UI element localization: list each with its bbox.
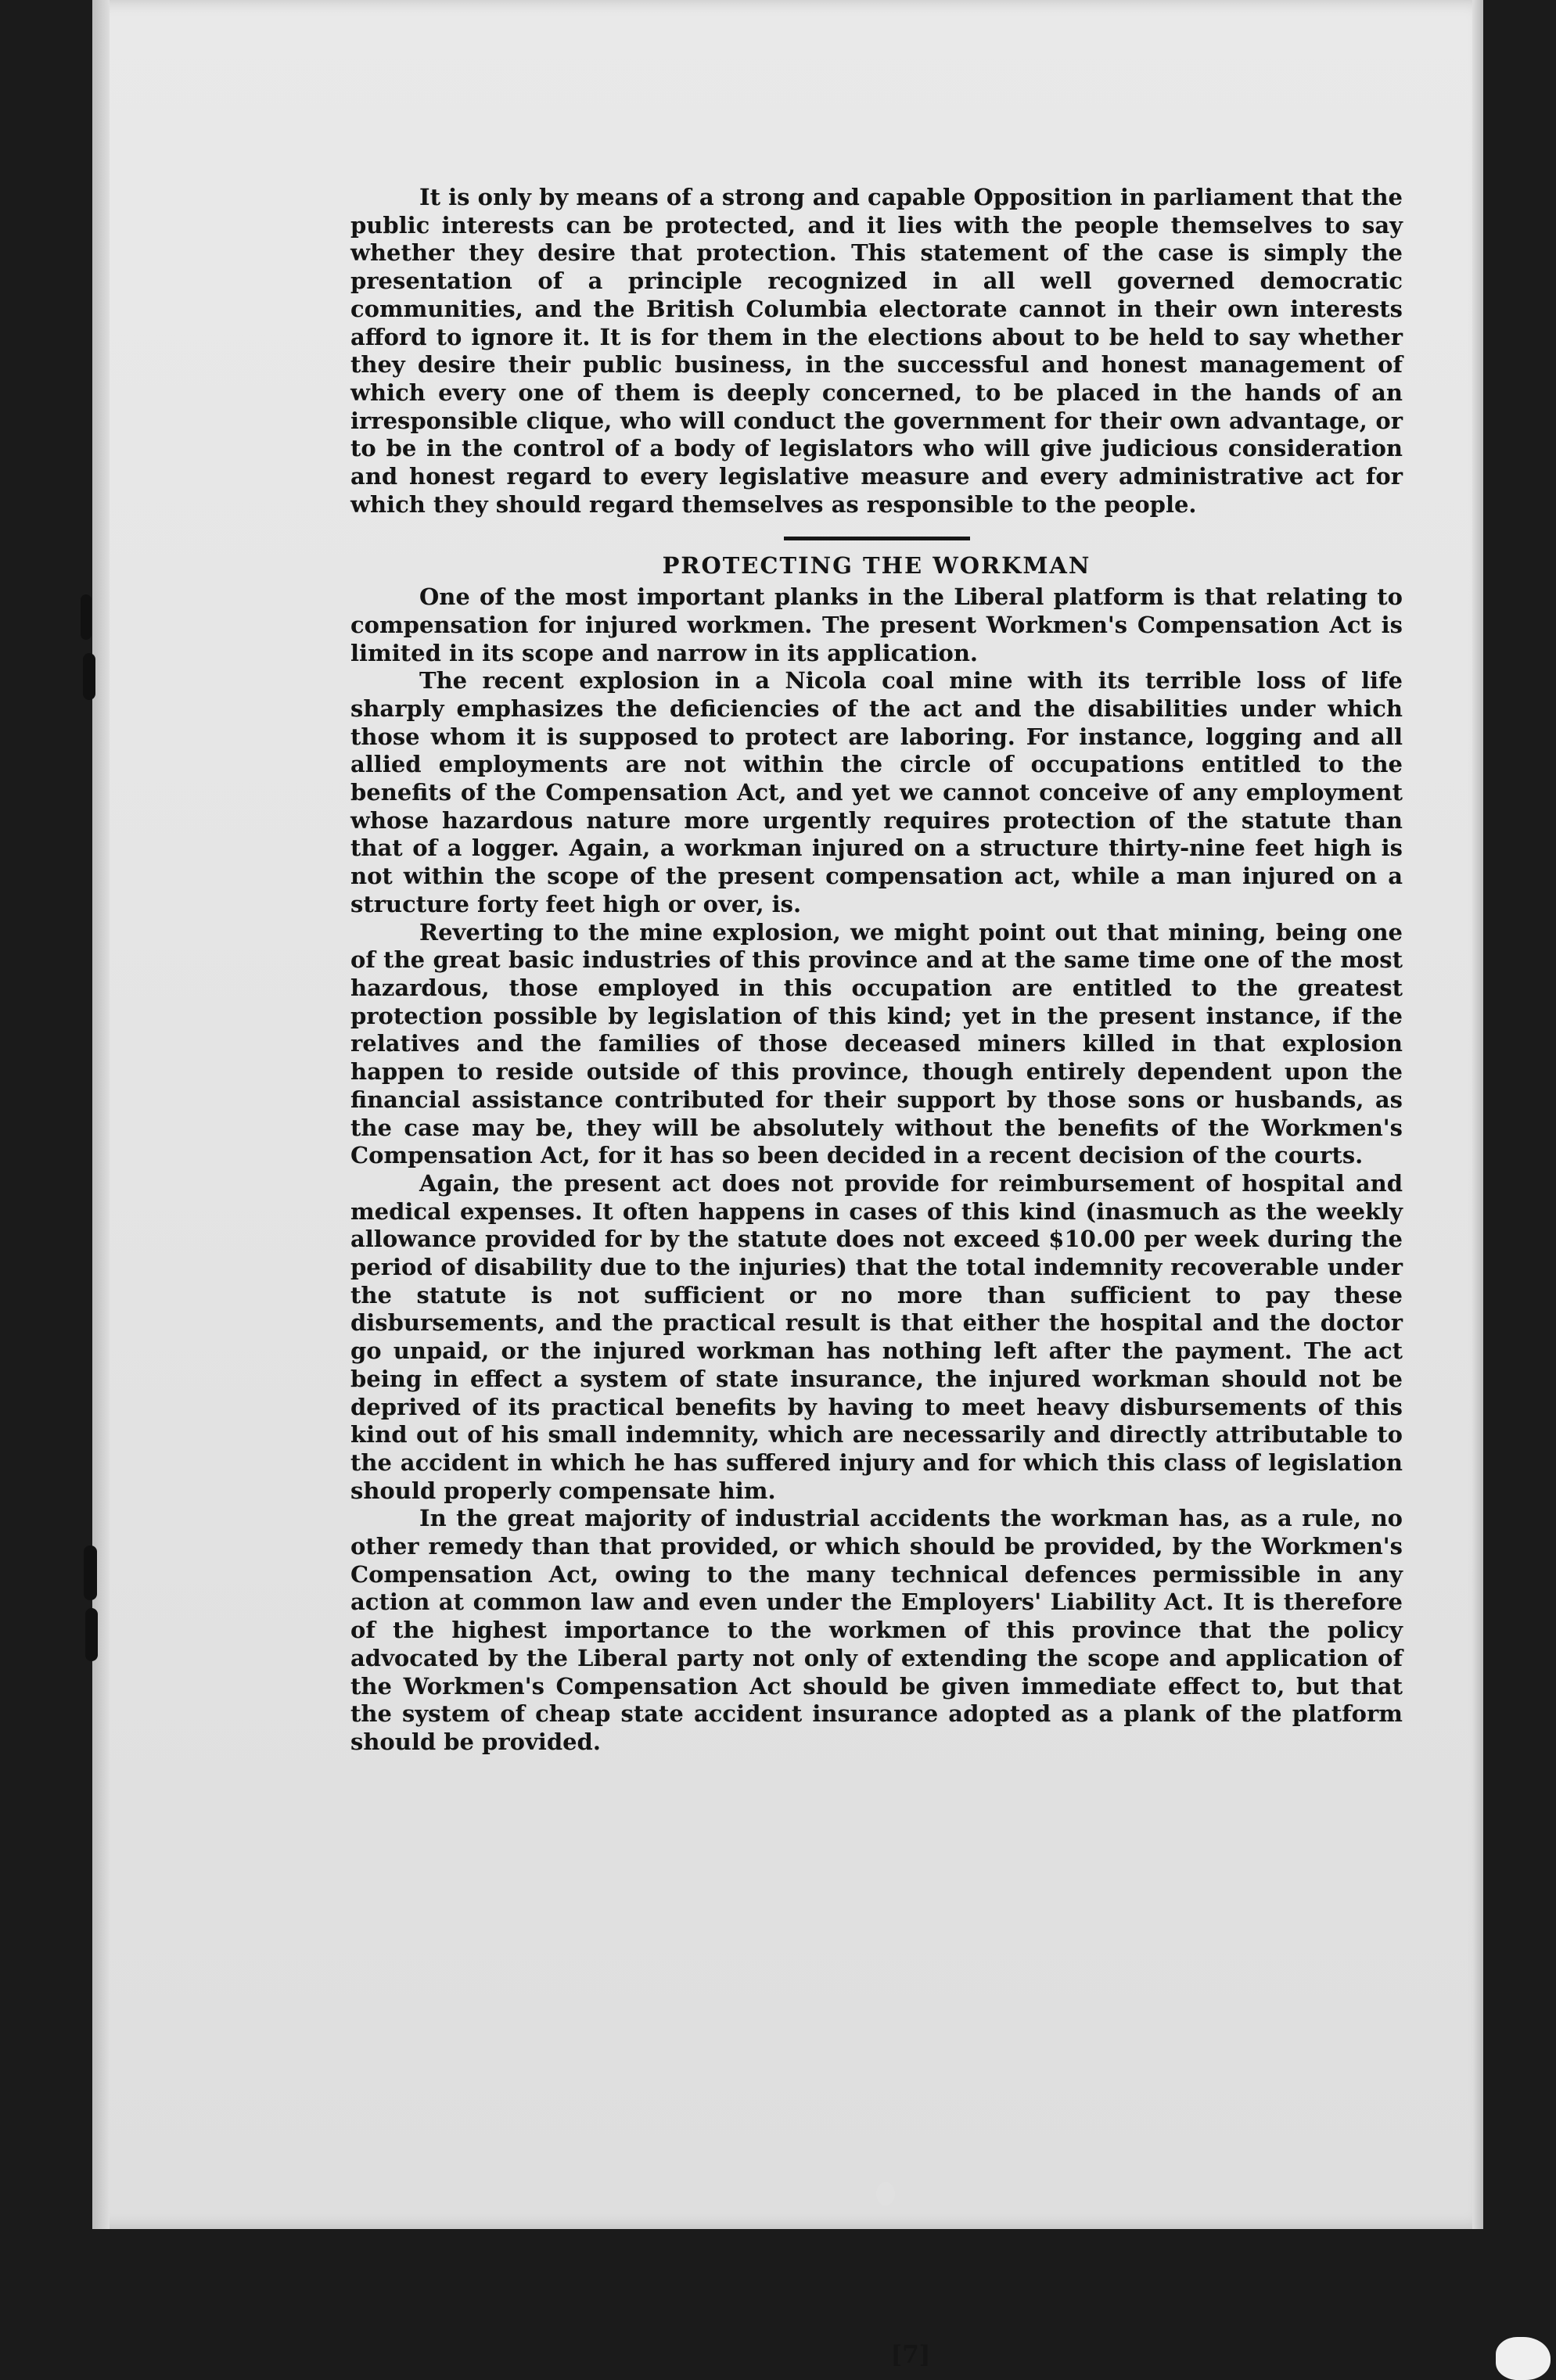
opening-paragraph: It is only by means of a strong and capable Opposition in parliament that the public interests can be protected, and it lies with the people themselves to say whether they desire that protection. This statement of the case is simply the presentation of a principle recognized in all well governed democratic communities, and the British Columbia electorate cannot in their own interests afford to ignore it. It is for them in the elections about to be held to say whether they desire their public business, in the successful and honest management of which every one of them is deeply concerned, to be placed in the hands of an irresponsible clique, who will conduct the government for their own advantage, or to be in the control of a body of legislators who will give judicious consideration and honest regard to every legislative measure and every administrative act for which they should regard themselves as responsible to the people. [350, 184, 1403, 518]
body-paragraph: One of the most important planks in the Liberal platform is that relating to compensation for injured workmen. The present Workmen's Compensation Act is limited in its scope and narrow in its application. [350, 583, 1403, 666]
section-heading: PROTECTING THE WORKMAN [662, 552, 1091, 580]
body-paragraph: Reverting to the mine explosion, we might point out that mining, being one of the great basic industries of this province and at the same time one of the most hazardous, those employed in this occupation are entitled to the greatest protection possible by legislation of this kind; yet in the present instance, if the relatives and the families of those deceased miners killed in that explosion happen to reside outside of this province, though entirely dependent upon the financial assistance contributed for their support by those sons or husbands, as the case may be, they will be absolutely without the benefits of the Workmen's Compensation Act, for it has so been decided in a recent decision of the courts. [350, 918, 1403, 1169]
binding-mark [85, 1608, 98, 1661]
section-rule [784, 537, 970, 540]
bottom-blot [876, 2182, 895, 2206]
body-paragraph: Again, the present act does not provide for reimbursement of hospital and medical expenses. It often happens in cases of this kind (inasmuch as the weekly allowance provided for by the statute does not exceed $10.00 per week during the period of disability due to the injuries) that the total indemnity recoverable under the statute is not sufficient or no more than sufficient to pay these disbursements, and the practical result is that either the hospital and the doctor go unpaid, or the injured workman has nothing left after the payment. The act being in effect a system of state insurance, the injured workman should not be deprived of its practical benefits by having to meet heavy disbursements of this kind out of his small indemnity, which are necessarily and directly attributable to the accident in which he has suffered injury and for which this class of legislation should properly compensate him. [350, 1169, 1403, 1504]
body-paragraph: In the great majority of industrial accidents the workman has, as a rule, no other remedy than that provided, or which should be provided, by the Workmen's Compensation Act, owing to the many technical defences permissible in any action at common law and even under the Employers' Liability Act. It is therefore of the highest importance to the workmen of this province that the policy advocated by the Liberal party not only of extending the scope and application of the Workmen's Compensation Act should be given immediate effect to, but that the system of cheap state accident insurance adopted as a plank of the platform should be provided. [350, 1505, 1403, 1755]
binding-mark [83, 653, 95, 700]
page-fold-shadow [92, 0, 110, 2229]
binding-mark [84, 1545, 97, 1600]
body-paragraph: The recent explosion in a Nicola coal mine with its terrible loss of life sharply emphasizes the deficiencies of the act and the disabilities under which those whom it is supposed to protect are laboring. For instance, logging and all allied employments are not within the circle of occupations entitled to the benefits of the Compensation Act, and yet we cannot conceive of any employment whose hazardous nature more urgently requires protection of the statute than that of a logger. Again, a workman injured on a structure thirty-nine feet high is not within the scope of the present compensation act, while a man injured on a structure forty feet high or over, is. [350, 667, 1403, 917]
document-page [92, 0, 1483, 2369]
page-tab-scrap [1496, 2337, 1551, 2380]
binding-mark [81, 594, 92, 640]
page-edge-shadow [1472, 0, 1483, 2229]
page-number: [7] [890, 2341, 931, 2369]
page-text-block [350, 184, 1403, 1757]
